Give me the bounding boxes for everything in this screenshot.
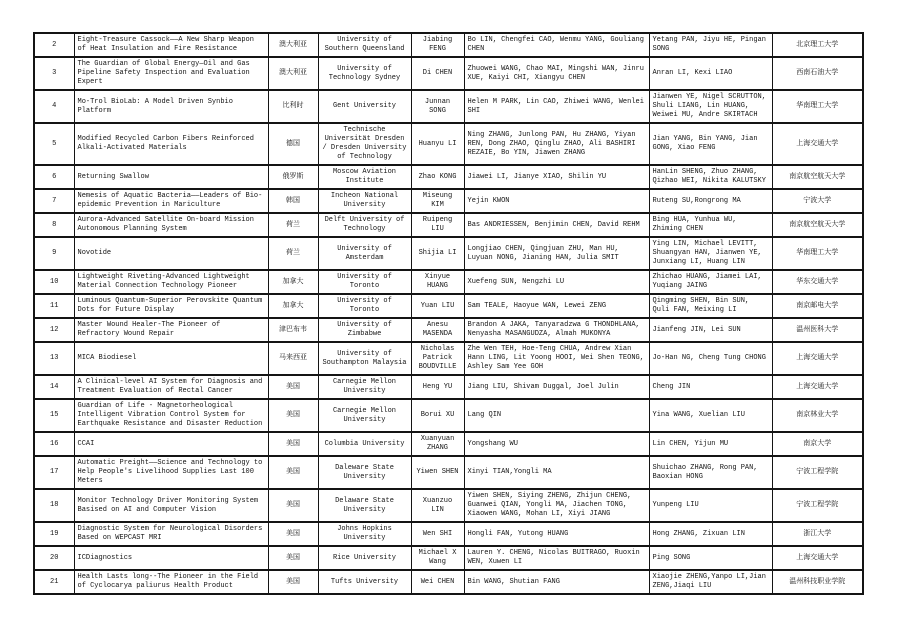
cell-team-captain: Nicholas Patrick BOUDVILLE [411, 342, 464, 375]
cell-chinese-university: 南京航空航天大学 [772, 213, 863, 237]
cell-country: 美国 [268, 546, 318, 570]
cell-row-number: 20 [34, 546, 74, 570]
cell-advisors: Xiaojie ZHENG,Yanpo LI,Jian ZENG,Jiaqi LIU [649, 570, 772, 594]
cell-project-name: Novotide [74, 237, 268, 270]
table-row [34, 90, 863, 123]
cell-chinese-university: 上海交通大学 [772, 375, 863, 399]
cell-chinese-university: 温州科技职业学院 [772, 570, 863, 594]
cell-chinese-university: 宁波大学 [772, 189, 863, 213]
cell-foreign-university: Technische Universität Dresden / Dresden University of Technology [318, 123, 411, 165]
cell-row-number: 14 [34, 375, 74, 399]
cell-advisors: Zhichao HUANG, Jiamei LAI, Yuqiang JAING [649, 270, 772, 294]
cell-row-number: 12 [34, 318, 74, 342]
cell-chinese-university: 华南理工大学 [772, 237, 863, 270]
cell-team-members: Hongli FAN, Yutong HUANG [464, 522, 649, 546]
cell-foreign-university: Daleware State University [318, 456, 411, 489]
cell-foreign-university: Carnegie Mellon University [318, 375, 411, 399]
cell-team-captain: Ruipeng LIU [411, 213, 464, 237]
cell-advisors: Yetang PAN, Jiyu HE, Pingan SONG [649, 33, 772, 57]
cell-project-name: Returning Swallow [74, 165, 268, 189]
cell-row-number: 2 [34, 33, 74, 57]
cell-team-captain: Junnan SONG [411, 90, 464, 123]
cell-chinese-university: 华南理工大学 [772, 90, 863, 123]
cell-chinese-university: 温州医科大学 [772, 318, 863, 342]
cell-country: 韩国 [268, 189, 318, 213]
cell-advisors: Jo-Han NG, Cheng Tung CHONG [649, 342, 772, 375]
cell-country: 马来西亚 [268, 342, 318, 375]
cell-project-name: Luminous Quantum-Superior Perovskite Quantum Dots for Future Display [74, 294, 268, 318]
table-row [34, 522, 863, 546]
cell-chinese-university: 南京林业大学 [772, 399, 863, 432]
cell-team-members: Yejin KWON [464, 189, 649, 213]
cell-team-members: Lauren Y. CHENG, Nicolas BUITRAGO, Ruoxin WEN, Xuwen LI [464, 546, 649, 570]
table-row [34, 213, 863, 237]
cell-team-members: Yiwen SHEN, Siying ZHENG, Zhijun CHENG, Guanwei QIAN, Yongli MA, Jiachen TONG, Xiaowen WANG, Mohan LI, Xiyi JIANG [464, 489, 649, 522]
cell-row-number: 16 [34, 432, 74, 456]
cell-chinese-university: 宁波工程学院 [772, 489, 863, 522]
cell-row-number: 6 [34, 165, 74, 189]
cell-foreign-university: University of Technology Sydney [318, 57, 411, 90]
cell-country: 美国 [268, 489, 318, 522]
cell-project-name: Modified Recycled Carbon Fibers Reinforced Alkali-Activated Materials [74, 123, 268, 165]
cell-team-members: Bin WANG, Shutian FANG [464, 570, 649, 594]
cell-row-number: 19 [34, 522, 74, 546]
table-row [34, 342, 863, 375]
cell-team-members: Xinyi TIAN,Yongli MA [464, 456, 649, 489]
cell-chinese-university: 浙江大学 [772, 522, 863, 546]
table-row [34, 237, 863, 270]
cell-chinese-university: 华东交通大学 [772, 270, 863, 294]
cell-country: 美国 [268, 522, 318, 546]
cell-row-number: 8 [34, 213, 74, 237]
cell-country: 荷兰 [268, 213, 318, 237]
cell-team-members: Brandon A JAKA, Tanyaradzwa G THONDHLANA, Nenyasha MASANGUDZA, Almah MUKONYA [464, 318, 649, 342]
table-row [34, 57, 863, 90]
cell-chinese-university: 上海交通大学 [772, 342, 863, 375]
table-row [34, 33, 863, 57]
cell-team-members: Sam TEALE, Haoyue WAN, Lewei ZENG [464, 294, 649, 318]
cell-project-name: CCAI [74, 432, 268, 456]
cell-country: 美国 [268, 399, 318, 432]
cell-project-name: ICDiagnostics [74, 546, 268, 570]
cell-row-number: 11 [34, 294, 74, 318]
cell-team-members: Zhe Wen TEH, Hoe-Teng CHUA, Andrew Xian Hann LING, Lit Yoong HOOI, Wei Shen TEONG, Ashley Sam Yee GOH [464, 342, 649, 375]
cell-row-number: 21 [34, 570, 74, 594]
cell-project-name: Nemesis of Aquatic Bacteria——Leaders of Bio-epidemic Prevention in Mariculture [74, 189, 268, 213]
cell-country: 美国 [268, 375, 318, 399]
cell-team-captain: Wei CHEN [411, 570, 464, 594]
cell-team-members: Xuefeng SUN, Nengzhi LU [464, 270, 649, 294]
table-row [34, 399, 863, 432]
cell-team-members: Jiawei LI, Jianye XIAO, Shilin YU [464, 165, 649, 189]
cell-project-name: A Clinical-level AI System for Diagnosis and Treatment Evaluation of Rectal Cancer [74, 375, 268, 399]
cell-chinese-university: 西南石油大学 [772, 57, 863, 90]
results-table-body [34, 33, 863, 594]
cell-team-captain: Zhao KONG [411, 165, 464, 189]
table-row [34, 489, 863, 522]
cell-team-members: Bas ANDRIESSEN, Benjimin CHEN, David REHM [464, 213, 649, 237]
cell-project-name: Eight-Treasure Cassock——A New Sharp Weapon of Heat Insulation and Fire Resistance [74, 33, 268, 57]
cell-row-number: 15 [34, 399, 74, 432]
cell-project-name: Health Lasts long--The Pioneer in the Field of Cyclocarya paliurus Health Product [74, 570, 268, 594]
cell-advisors: Shuichao ZHANG, Rong PAN, Baoxian HONG [649, 456, 772, 489]
cell-chinese-university: 南京大学 [772, 432, 863, 456]
cell-foreign-university: Delaware State University [318, 489, 411, 522]
table-row [34, 375, 863, 399]
cell-advisors: Yina WANG, Xuelian LIU [649, 399, 772, 432]
cell-project-name: Mo-Trol BioLab: A Model Driven Synbio Platform [74, 90, 268, 123]
cell-country: 加拿大 [268, 270, 318, 294]
cell-foreign-university: Tufts University [318, 570, 411, 594]
cell-row-number: 9 [34, 237, 74, 270]
cell-advisors: Lin CHEN, Yijun MU [649, 432, 772, 456]
cell-advisors: Cheng JIN [649, 375, 772, 399]
cell-foreign-university: University of Toronto [318, 270, 411, 294]
cell-advisors: HanLin SHENG, Zhuo ZHANG, Qizhao WEI, Nikita KALUTSKY [649, 165, 772, 189]
cell-foreign-university: Delft University of Technology [318, 213, 411, 237]
cell-advisors: Yunpeng LIU [649, 489, 772, 522]
cell-row-number: 17 [34, 456, 74, 489]
cell-country: 美国 [268, 456, 318, 489]
table-row [34, 318, 863, 342]
cell-team-captain: Wen SHI [411, 522, 464, 546]
cell-country: 荷兰 [268, 237, 318, 270]
cell-project-name: Guardian of Life - Magnetorheological Intelligent Vibration Control System for Earthquake Resistance and Disaster Reduction [74, 399, 268, 432]
cell-foreign-university: University of Southern Queensland [318, 33, 411, 57]
cell-team-captain: Heng YU [411, 375, 464, 399]
cell-chinese-university: 北京理工大学 [772, 33, 863, 57]
cell-team-captain: Xuanzuo LIN [411, 489, 464, 522]
cell-row-number: 3 [34, 57, 74, 90]
cell-team-members: Lang QIN [464, 399, 649, 432]
table-row [34, 189, 863, 213]
table-row [34, 456, 863, 489]
cell-team-captain: Michael X Wang [411, 546, 464, 570]
cell-foreign-university: University of Toronto [318, 294, 411, 318]
cell-foreign-university: Rice University [318, 546, 411, 570]
cell-project-name: The Guardian of Global Energy—Oil and Gas Pipeline Safety Inspection and Evaluation Expert [74, 57, 268, 90]
cell-chinese-university: 宁波工程学院 [772, 456, 863, 489]
table-row [34, 165, 863, 189]
cell-country: 俄罗斯 [268, 165, 318, 189]
table-row [34, 546, 863, 570]
cell-advisors: Ying LIN, Michael LEVITT, Shuangyan HAN, Jianwen YE, Junxiang LI, Huang LIN [649, 237, 772, 270]
cell-row-number: 5 [34, 123, 74, 165]
cell-team-captain: Huanyu LI [411, 123, 464, 165]
cell-project-name: Automatic Preight——Science and Technology to Help People's Livelihood Supplies Last 100 Meters [74, 456, 268, 489]
cell-advisors: Ruteng SU,Rongrong MA [649, 189, 772, 213]
results-table [33, 32, 864, 595]
cell-advisors: Bing HUA, Yunhua WU, Zhiming CHEN [649, 213, 772, 237]
cell-chinese-university: 南京航空航天大学 [772, 165, 863, 189]
cell-chinese-university: 南京邮电大学 [772, 294, 863, 318]
cell-team-captain: Yiwen SHEN [411, 456, 464, 489]
cell-row-number: 13 [34, 342, 74, 375]
cell-project-name: Aurora-Advanced Satellite On-board Mission Autonomous Planning System [74, 213, 268, 237]
cell-team-captain: Xinyue HUANG [411, 270, 464, 294]
cell-team-captain: Borui XU [411, 399, 464, 432]
cell-project-name: Master Wound Healer-The Pioneer of Refractory Wound Repair [74, 318, 268, 342]
cell-country: 澳大利亚 [268, 57, 318, 90]
cell-advisors: Jian YANG, Bin YANG, Jian GONG, Xiao FENG [649, 123, 772, 165]
cell-advisors: Qingming SHEN, Bin SUN, Quli FAN, Meixing LI [649, 294, 772, 318]
cell-foreign-university: Carnegie Mellon University [318, 399, 411, 432]
cell-foreign-university: Gent University [318, 90, 411, 123]
cell-country: 加拿大 [268, 294, 318, 318]
cell-foreign-university: Johns Hopkins University [318, 522, 411, 546]
cell-advisors: Ping SONG [649, 546, 772, 570]
cell-team-members: Longjiao CHEN, Qingjuan ZHU, Man HU, Luyuan NONG, Jianing HAN, Julia SMIT [464, 237, 649, 270]
cell-country: 美国 [268, 432, 318, 456]
cell-advisors: Hong ZHANG, Zixuan LIN [649, 522, 772, 546]
cell-team-members: Ning ZHANG, Junlong PAN, Hu ZHANG, Yiyan REN, Dong ZHAO, Qinglu ZHAO, Ali BASHIRI REZAIE, Bo YIN, Jiawen ZHANG [464, 123, 649, 165]
table-row [34, 294, 863, 318]
cell-team-captain: Anesu MASENDA [411, 318, 464, 342]
cell-country: 津巴布韦 [268, 318, 318, 342]
cell-foreign-university: Moscow Aviation Institute [318, 165, 411, 189]
table-row [34, 570, 863, 594]
cell-team-captain: Shijia LI [411, 237, 464, 270]
cell-foreign-university: Columbia University [318, 432, 411, 456]
cell-team-members: Yongshang WU [464, 432, 649, 456]
cell-foreign-university: University of Southampton Malaysia [318, 342, 411, 375]
cell-row-number: 4 [34, 90, 74, 123]
cell-team-captain: Di CHEN [411, 57, 464, 90]
cell-chinese-university: 上海交通大学 [772, 123, 863, 165]
cell-project-name: MICA Biodiesel [74, 342, 268, 375]
cell-advisors: Anran LI, Kexi LIAO [649, 57, 772, 90]
table-row [34, 432, 863, 456]
cell-foreign-university: Incheon National University [318, 189, 411, 213]
cell-team-captain: Yuan LIU [411, 294, 464, 318]
cell-foreign-university: University of Amsterdam [318, 237, 411, 270]
cell-team-captain: Miseung KIM [411, 189, 464, 213]
cell-project-name: Lightweight Riveting-Advanced Lightweight Material Connection Technology Pioneer [74, 270, 268, 294]
cell-row-number: 7 [34, 189, 74, 213]
cell-team-members: Bo LIN, Chengfei CAO, Wenmu YANG, Gouliang CHEN [464, 33, 649, 57]
cell-project-name: Monitor Technology Driver Monitoring System Basised on AI and Computer Vision [74, 489, 268, 522]
cell-country: 澳大利亚 [268, 33, 318, 57]
cell-advisors: Jianfeng JIN, Lei SUN [649, 318, 772, 342]
cell-country: 美国 [268, 570, 318, 594]
table-row [34, 123, 863, 165]
cell-project-name: Diagnostic System for Neurological Disorders Based on WEPCAST MRI [74, 522, 268, 546]
table-row [34, 270, 863, 294]
cell-chinese-university: 上海交通大学 [772, 546, 863, 570]
cell-row-number: 10 [34, 270, 74, 294]
cell-team-members: Zhuowei WANG, Chao MAI, Mingshi WAN, Jinru XUE, Kaiyi CHI, Xiangyu CHEN [464, 57, 649, 90]
cell-team-captain: Jiabing FENG [411, 33, 464, 57]
cell-advisors: Jianwen YE, Nigel SCRUTTON, Shuli LIANG, Lin HUANG, Weiwei MU, Andre SKIRTACH [649, 90, 772, 123]
cell-country: 比利时 [268, 90, 318, 123]
cell-team-members: Jiang LIU, Shivam Duggal, Joel Julin [464, 375, 649, 399]
cell-team-captain: Xuanyuan ZHANG [411, 432, 464, 456]
cell-team-members: Helen M PARK, Lin CAO, Zhiwei WANG, Wenlei SHI [464, 90, 649, 123]
cell-row-number: 18 [34, 489, 74, 522]
cell-foreign-university: University of Zimbabwe [318, 318, 411, 342]
cell-country: 德国 [268, 123, 318, 165]
